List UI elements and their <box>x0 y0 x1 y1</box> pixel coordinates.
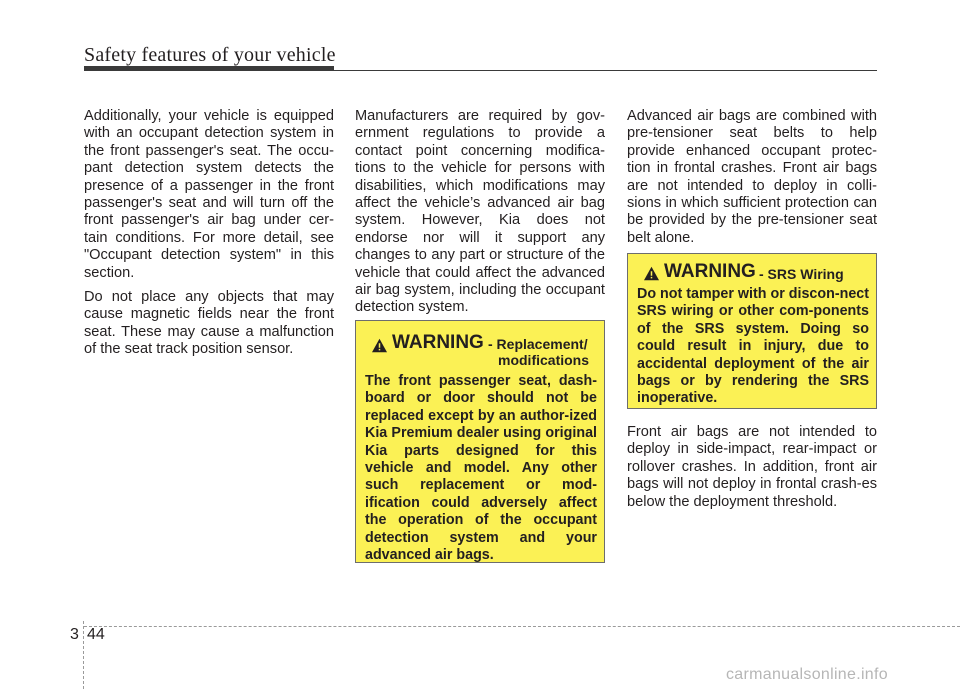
warning-subtitle-continued: modifications <box>498 352 590 368</box>
column-1-paragraph: Do not place any objects that may cause magnetic fields near the front seat. These may cause a malfunction of the seat track position sensor. <box>84 289 334 358</box>
column-1 <box>84 108 334 366</box>
column-3-paragraph: Advanced air bags are combined with pre-tensioner seat belts to help provide enhanced occupant protec-tion in frontal crashes. Front air bags are not intended to deploy in colli-sions in which sufficient protection can be provided by the pre-tensioner seat belt alone. <box>627 108 877 246</box>
page-number: 44 <box>87 626 105 643</box>
watermark-text: carmanualsonline.info <box>726 666 888 683</box>
warning-subtitle: - SRS Wiring <box>759 266 844 282</box>
warning-box-srs-wiring <box>627 253 877 409</box>
section-number: 3 <box>70 626 79 643</box>
footer-vertical-divider <box>83 621 84 689</box>
warning-body: The front passenger seat, dash-board or door should not be replaced except by an author-ized Kia Premium dealer using original Kia parts designed for this vehicle and model. Any other such replacement or mod-ification could adversely affect the operation of the occupant detection system and your advanced air bags. <box>365 373 597 564</box>
column-3 <box>627 108 877 254</box>
column-1-paragraph: Additionally, your vehicle is equipped with an occupant detection system in the front passenger's seat. The occu-pant detection system detects the presence of a passenger in the front passenger's seat and will turn off the front passenger's air bag under cer-tain conditions. For more detail, see "Occupant detection system" in this section. <box>84 108 334 281</box>
warning-triangle-icon <box>644 266 659 281</box>
footer-divider <box>84 626 960 627</box>
column-3-lower <box>627 424 877 518</box>
column-3-paragraph: Front air bags are not intended to deploy in side-impact, rear-impact or rollover crashes. In addition, front air bags will not deploy in frontal crash-es below the deployment threshold. <box>627 424 877 510</box>
header-divider <box>84 70 877 71</box>
column-2 <box>355 108 605 324</box>
page-title: Safety features of your vehicle <box>84 44 336 66</box>
warning-body: Do not tamper with or discon-nect SRS wiring or other com-ponents of the SRS system. Doing so could result in injury, due to accidental deployment of the air bags or by rendering the SRS inoperative. <box>637 286 869 407</box>
warning-triangle-icon <box>372 338 387 353</box>
warning-label: WARNING <box>392 332 484 353</box>
column-2-paragraph: Manufacturers are required by gov-ernment regulations to provide a contact point concerning modifica-tions to the vehicle for persons with disabilities, which modifications may affect the vehicle’s advanced air bag system. However, Kia does not endorse nor will it support any changes to any part or structure of the vehicle that could affect the advanced air bag system, including the occupant detection system. <box>355 108 605 316</box>
warning-label: WARNING <box>664 261 756 282</box>
warning-subtitle: - Replacement/ <box>488 336 588 352</box>
warning-box-replacement <box>355 320 605 563</box>
